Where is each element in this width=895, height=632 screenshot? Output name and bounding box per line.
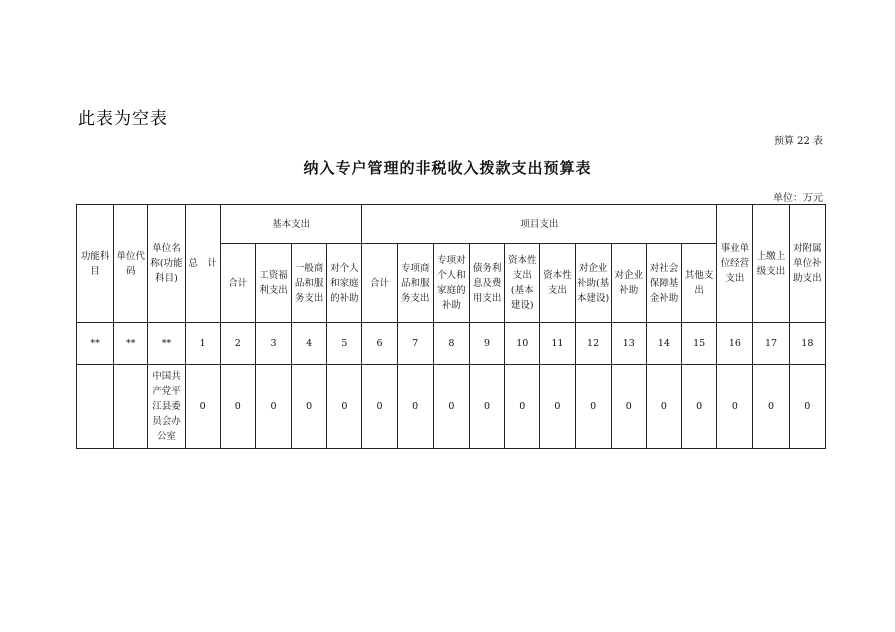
page-title: 纳入专户管理的非税收入拨款支出预算表 [303, 159, 592, 177]
data-cell: 0 [505, 365, 540, 449]
index-cell: 5 [327, 323, 362, 365]
header-row-1 [77, 205, 826, 244]
header-basic-col: 对个人和家庭的补助 [327, 244, 362, 323]
header-total: 总 计 [185, 205, 220, 323]
data-cell [77, 365, 114, 449]
header-subunit-sub: 对附属单位补助支出 [789, 205, 825, 323]
header-project-col: 专项对个人和家庭的补助 [433, 244, 469, 323]
header-project-col: 专项商品和服务支出 [397, 244, 433, 323]
header-basic-col: 合计 [220, 244, 255, 323]
budget-table [76, 204, 826, 449]
data-cell: 0 [185, 365, 220, 449]
data-cell: 0 [646, 365, 681, 449]
data-cell: 0 [362, 365, 397, 449]
data-cell [114, 365, 148, 449]
header-project-col: 其他支出 [682, 244, 717, 323]
index-cell: 17 [753, 323, 789, 365]
data-unit-name: 中国共产党平江县委员会办公室 [148, 365, 185, 449]
index-cell: 13 [611, 323, 646, 365]
index-cell: ** [114, 323, 148, 365]
data-cell: 0 [717, 365, 753, 449]
unit-label: 单位：万元 [773, 193, 823, 204]
data-cell: 0 [397, 365, 433, 449]
data-cell: 0 [292, 365, 327, 449]
data-cell: 0 [540, 365, 575, 449]
index-cell: 15 [682, 323, 717, 365]
header-unit-code: 单位代码 [114, 205, 148, 323]
header-project-col: 对企业补助(基本建设) [575, 244, 611, 323]
index-cell: 3 [255, 323, 291, 365]
header-project-group: 项目支出 [362, 205, 717, 244]
header-project-col: 资本性支出 [540, 244, 575, 323]
data-row [77, 365, 826, 449]
index-cell: 9 [469, 323, 504, 365]
header-project-col: 资本性支出(基本建设) [505, 244, 540, 323]
index-cell: 12 [575, 323, 611, 365]
header-basic-col: 一般商品和服务支出 [292, 244, 327, 323]
index-cell: 1 [185, 323, 220, 365]
header-project-col: 债务利息及费用支出 [469, 244, 504, 323]
header-func-code: 功能科目 [77, 205, 114, 323]
index-cell: ** [77, 323, 114, 365]
header-biz-unit: 事业单位经营支出 [717, 205, 753, 323]
index-cell: 18 [789, 323, 825, 365]
data-cell: 0 [327, 365, 362, 449]
index-cell: 4 [292, 323, 327, 365]
data-cell: 0 [469, 365, 504, 449]
header-project-col: 对社会保障基金补助 [646, 244, 681, 323]
header-basic-col: 工资福利支出 [255, 244, 291, 323]
index-cell: ** [148, 323, 185, 365]
index-cell: 14 [646, 323, 681, 365]
index-cell: 10 [505, 323, 540, 365]
header-basic-group: 基本支出 [220, 205, 362, 244]
header-project-col: 合计 [362, 244, 397, 323]
index-cell: 6 [362, 323, 397, 365]
data-cell: 0 [575, 365, 611, 449]
empty-table-note: 此表为空表 [78, 109, 168, 129]
index-cell: 7 [397, 323, 433, 365]
index-cell: 16 [717, 323, 753, 365]
data-cell: 0 [255, 365, 291, 449]
table-number: 预算 22 表 [773, 136, 823, 147]
data-cell: 0 [433, 365, 469, 449]
header-unit-name: 单位名称(功能科目) [148, 205, 185, 323]
data-cell: 0 [789, 365, 825, 449]
index-cell: 2 [220, 323, 255, 365]
data-cell: 0 [753, 365, 789, 449]
header-project-col: 对企业补助 [611, 244, 646, 323]
index-cell: 11 [540, 323, 575, 365]
data-cell: 0 [682, 365, 717, 449]
data-cell: 0 [611, 365, 646, 449]
index-row [77, 323, 826, 365]
data-cell: 0 [220, 365, 255, 449]
header-upper-pay: 上缴上级支出 [753, 205, 789, 323]
index-cell: 8 [433, 323, 469, 365]
